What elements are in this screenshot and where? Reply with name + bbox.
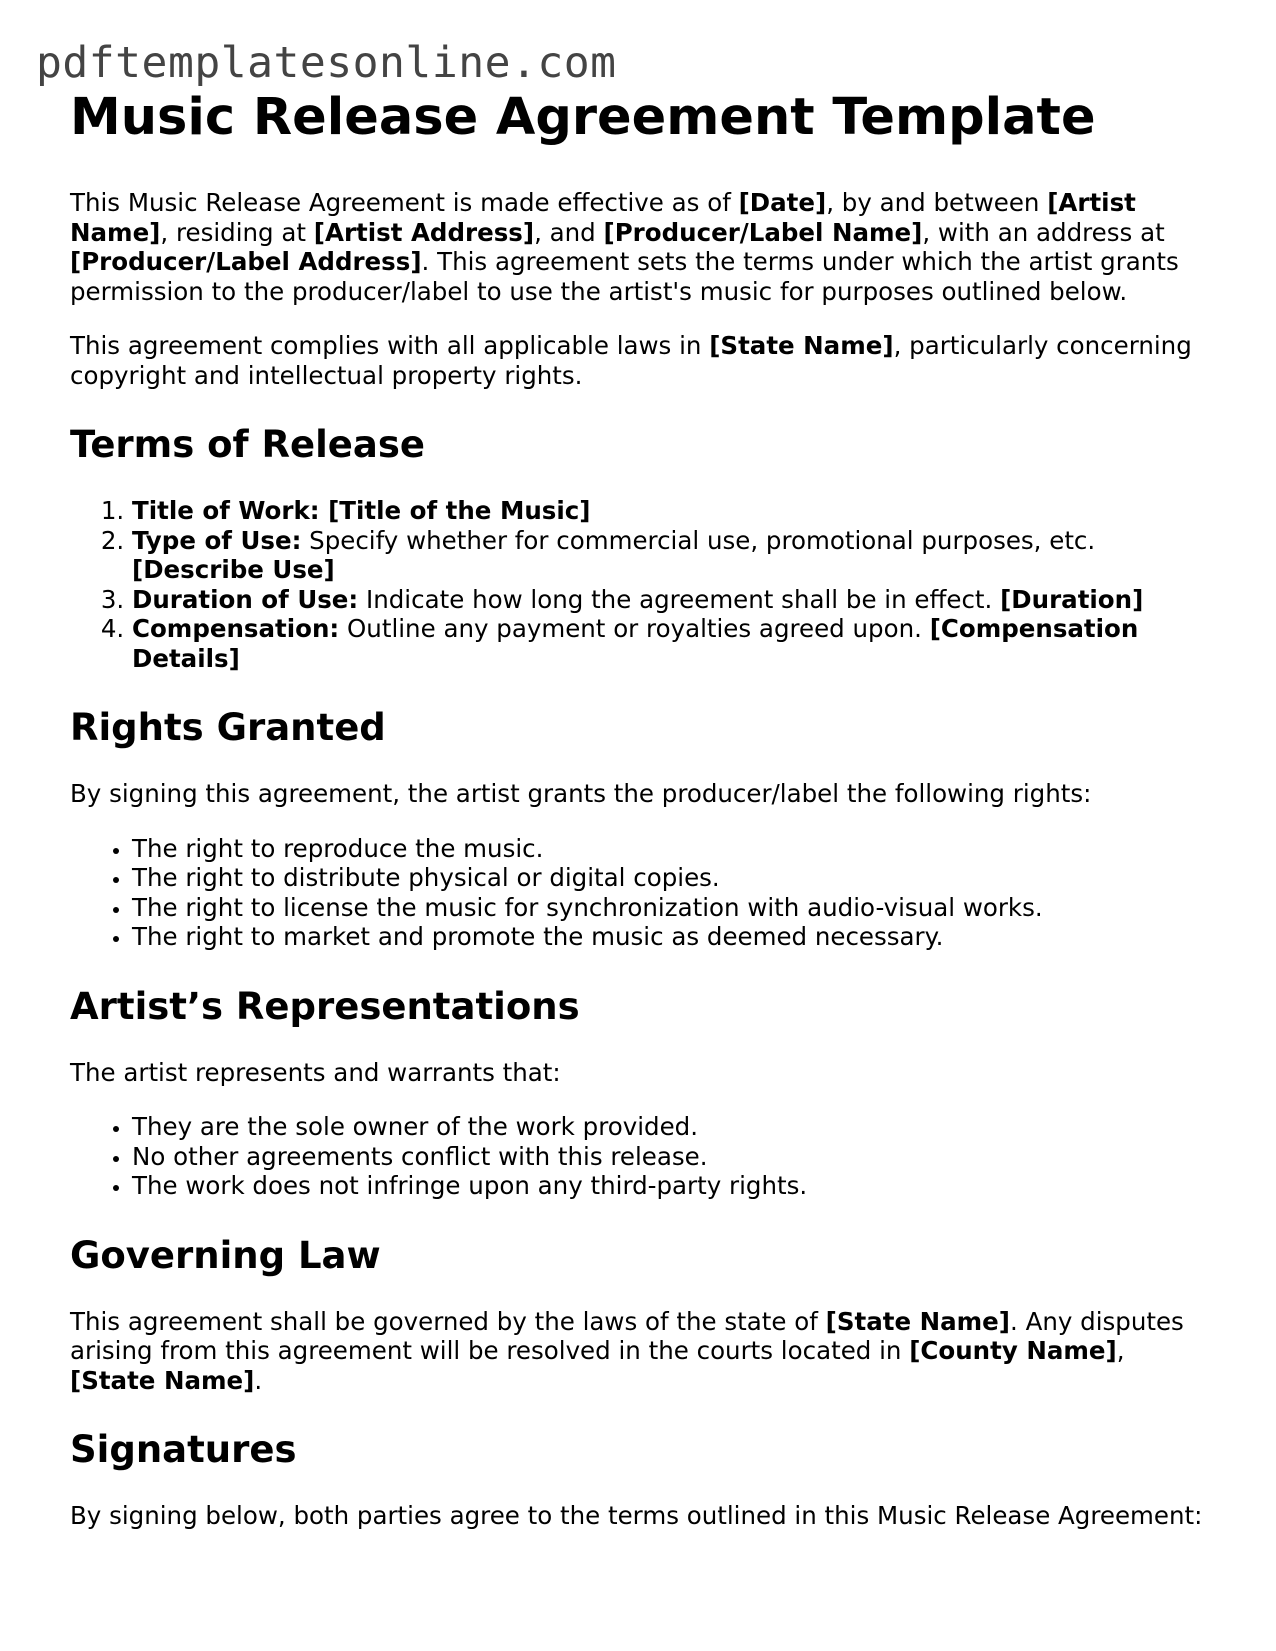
list-item: 3. Duration of Use: Indicate how long the agreement shall be in effect. [Duration] (132, 585, 1210, 615)
county-placeholder: [County Name] (909, 1336, 1117, 1365)
artist-address-placeholder: [Artist Address] (313, 217, 535, 247)
watermark-text: pdftemplatesonline.com (36, 38, 617, 88)
producer-name-placeholder: [Producer/Label Name] (603, 217, 923, 247)
rights-heading: Rights Granted (70, 706, 386, 749)
artist-name-placeholder: [Artist Name] (70, 188, 1136, 247)
list-item: • No other agreements conflict with this release. (132, 1142, 1210, 1172)
representations-list (70, 1112, 1210, 1201)
list-item: • They are the sole owner of the work provided. (132, 1112, 1210, 1142)
terms-heading: Terms of Release (70, 423, 425, 466)
list-item: 1. Title of Work: [Title of the Music] (132, 496, 1210, 526)
list-item: • The right to reproduce the music. (132, 834, 1210, 864)
rights-list (70, 834, 1210, 952)
date-placeholder: [Date] (738, 188, 827, 217)
list-item: • The right to market and promote the music as deemed necessary. (132, 922, 1210, 952)
list-item: 2. Type of Use: Specify whether for commercial use, promotional purposes, etc. [Describe Use] (132, 526, 1210, 585)
rights-intro: By signing this agreement, the artist grants the producer/label the following rights: (70, 779, 1092, 808)
intro-paragraph: This Music Release Agreement is made effective as of [Date], by and between [Artist Name], residing at [Artist Address], and [Producer/Label Name], with an address at [Producer/Label Address]. This agreement sets the terms under which the artist grants permission to the producer/label to use the artist's music for purposes outlined below. (70, 188, 1179, 306)
governing-paragraph: This agreement shall be governed by the laws of the state of [State Name]. Any disputes arising from this agreement will be resolved in the courts located in [County Name], [State Name]. (70, 1306, 1184, 1395)
signatures-intro: By signing below, both parties agree to the terms outlined in this Music Release Agreement: (70, 1501, 1203, 1530)
list-item: 4. Compensation: Outline any payment or royalties agreed upon. [Compensation Details] (132, 614, 1210, 673)
document-page (70, 84, 1210, 1556)
representations-intro: The artist represents and warrants that: (70, 1057, 561, 1087)
page-title: Music Release Agreement Template (70, 88, 1096, 147)
list-item: • The right to license the music for synchronization with audio-visual works. (132, 893, 1210, 923)
terms-list (70, 496, 1210, 673)
compliance-paragraph: This agreement complies with all applicable laws in [State Name], particularly concerning copyright and intellectual property rights. (70, 331, 1192, 390)
state-placeholder: [State Name] (825, 1306, 1010, 1336)
state-placeholder: [State Name] (709, 331, 894, 360)
state-placeholder: [State Name] (70, 1365, 255, 1395)
list-item: • The right to distribute physical or digital copies. (132, 863, 1210, 893)
signatures-heading: Signatures (70, 1428, 297, 1471)
governing-heading: Governing Law (70, 1233, 381, 1277)
producer-address-placeholder: [Producer/Label Address] (70, 247, 422, 276)
representations-heading: Artist’s Representations (70, 984, 580, 1028)
list-item: • The work does not infringe upon any third-party rights. (132, 1171, 1210, 1201)
